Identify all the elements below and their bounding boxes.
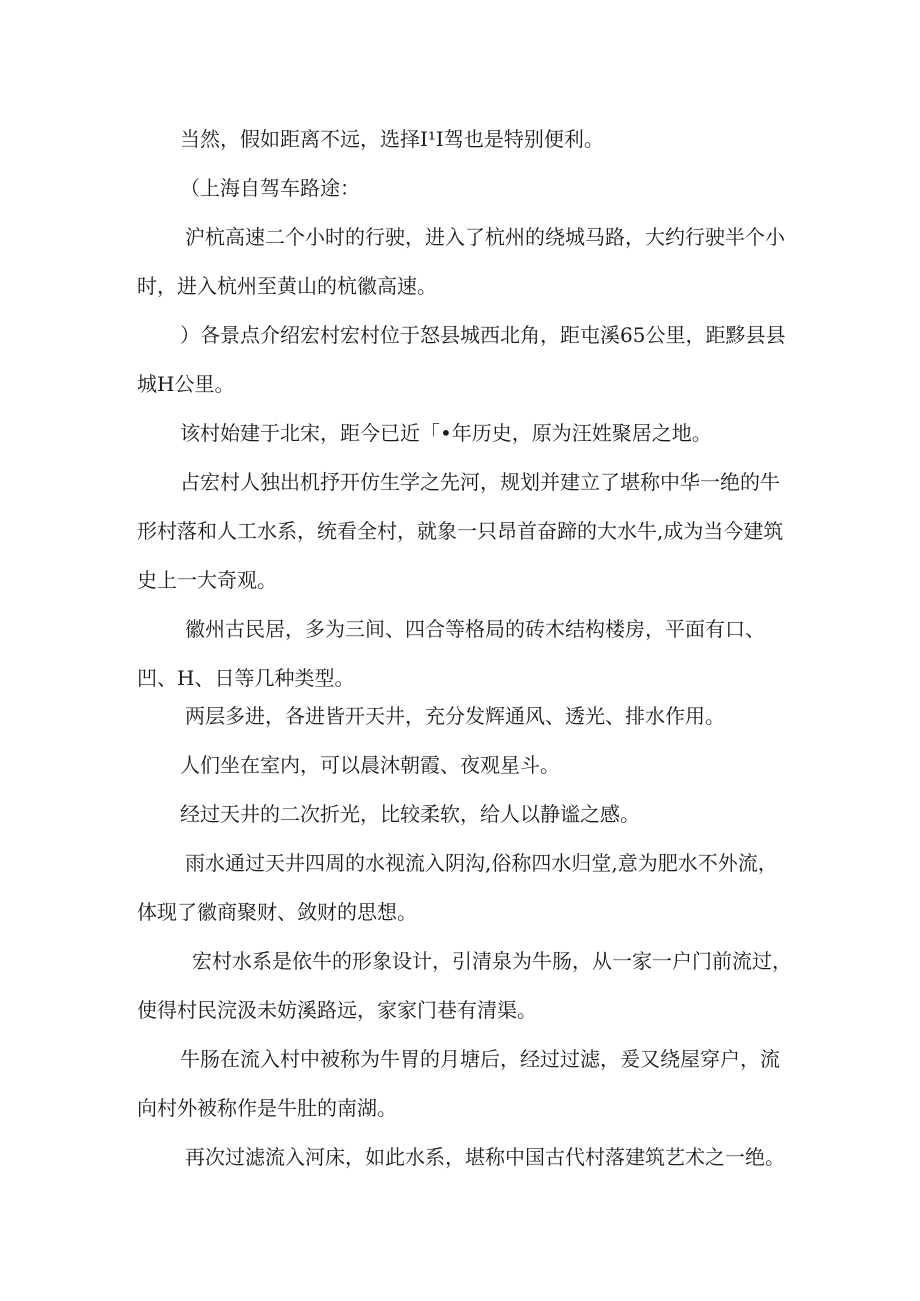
paragraph-route-detail: 沪杭高速二个小时的行驶，进入了杭州的绕城马路，大约行驶半个小时，进入杭州至黄山的杭徽高速。 xyxy=(137,225,785,298)
paragraph-hongcun-location: ）各景点介绍宏村宏村位于怒县城西北角，距屯溪65公里，距黟县县城H公里。 xyxy=(137,323,786,396)
paragraph-water-system: 宏村水系是依牛的形象设计，引清泉为牛肠，从一家一户门前流过，使得村民浣汲未妨溪路远，家家门巷有清渠。 xyxy=(137,949,792,1022)
paragraph-layout: 占宏村人独出机抒开仿生学之先河，规划并建立了堪称中华一绝的牛形村落和人工水系，统看全村，就象一只昂首奋蹄的大水牛,成为当今建筑史上一大奇观。 xyxy=(137,470,784,592)
paragraph-courtyards: 两层多进，各进皆开天井，充分发辉通风、透光、排水作用。 xyxy=(185,704,725,728)
paragraph-conclusion: 再次过滤流入河床，如此水系，堪称中国古代村落建筑艺术之一绝。 xyxy=(185,1145,785,1169)
paragraph-self-drive: 当然，假如距离不远，选择I¹I驾也是特别便利。 xyxy=(180,127,604,151)
paragraph-indoors: 人们坐在室内，可以晨沐朝霞、夜观星斗。 xyxy=(180,753,560,777)
paragraph-moon-pond: 牛肠在流入村中被称为牛胃的月塘后，经过过滤，爰又绕屋穿户，流向村外被称作是牛肚的南湖。 xyxy=(137,1047,780,1120)
paragraph-route-heading: （上海自驾车路途： xyxy=(180,176,360,200)
paragraph-dwellings: 徽州古民居，多为三间、四合等格局的砖木结构楼房，平面有口、凹、H、日等几种类型。 xyxy=(137,617,765,690)
paragraph-rainwater: 雨水通过天井四周的水视流入阴沟,俗称四水归堂,意为肥水不外流，体现了徽商聚财、敛财的思想。 xyxy=(137,851,778,924)
paragraph-history: 该村始建于北宋，距今已近「•年历史，原为汪姓聚居之地。 xyxy=(180,421,712,445)
paragraph-light: 经过天井的二次折光，比较柔软，给人以静谧之感。 xyxy=(180,802,640,826)
